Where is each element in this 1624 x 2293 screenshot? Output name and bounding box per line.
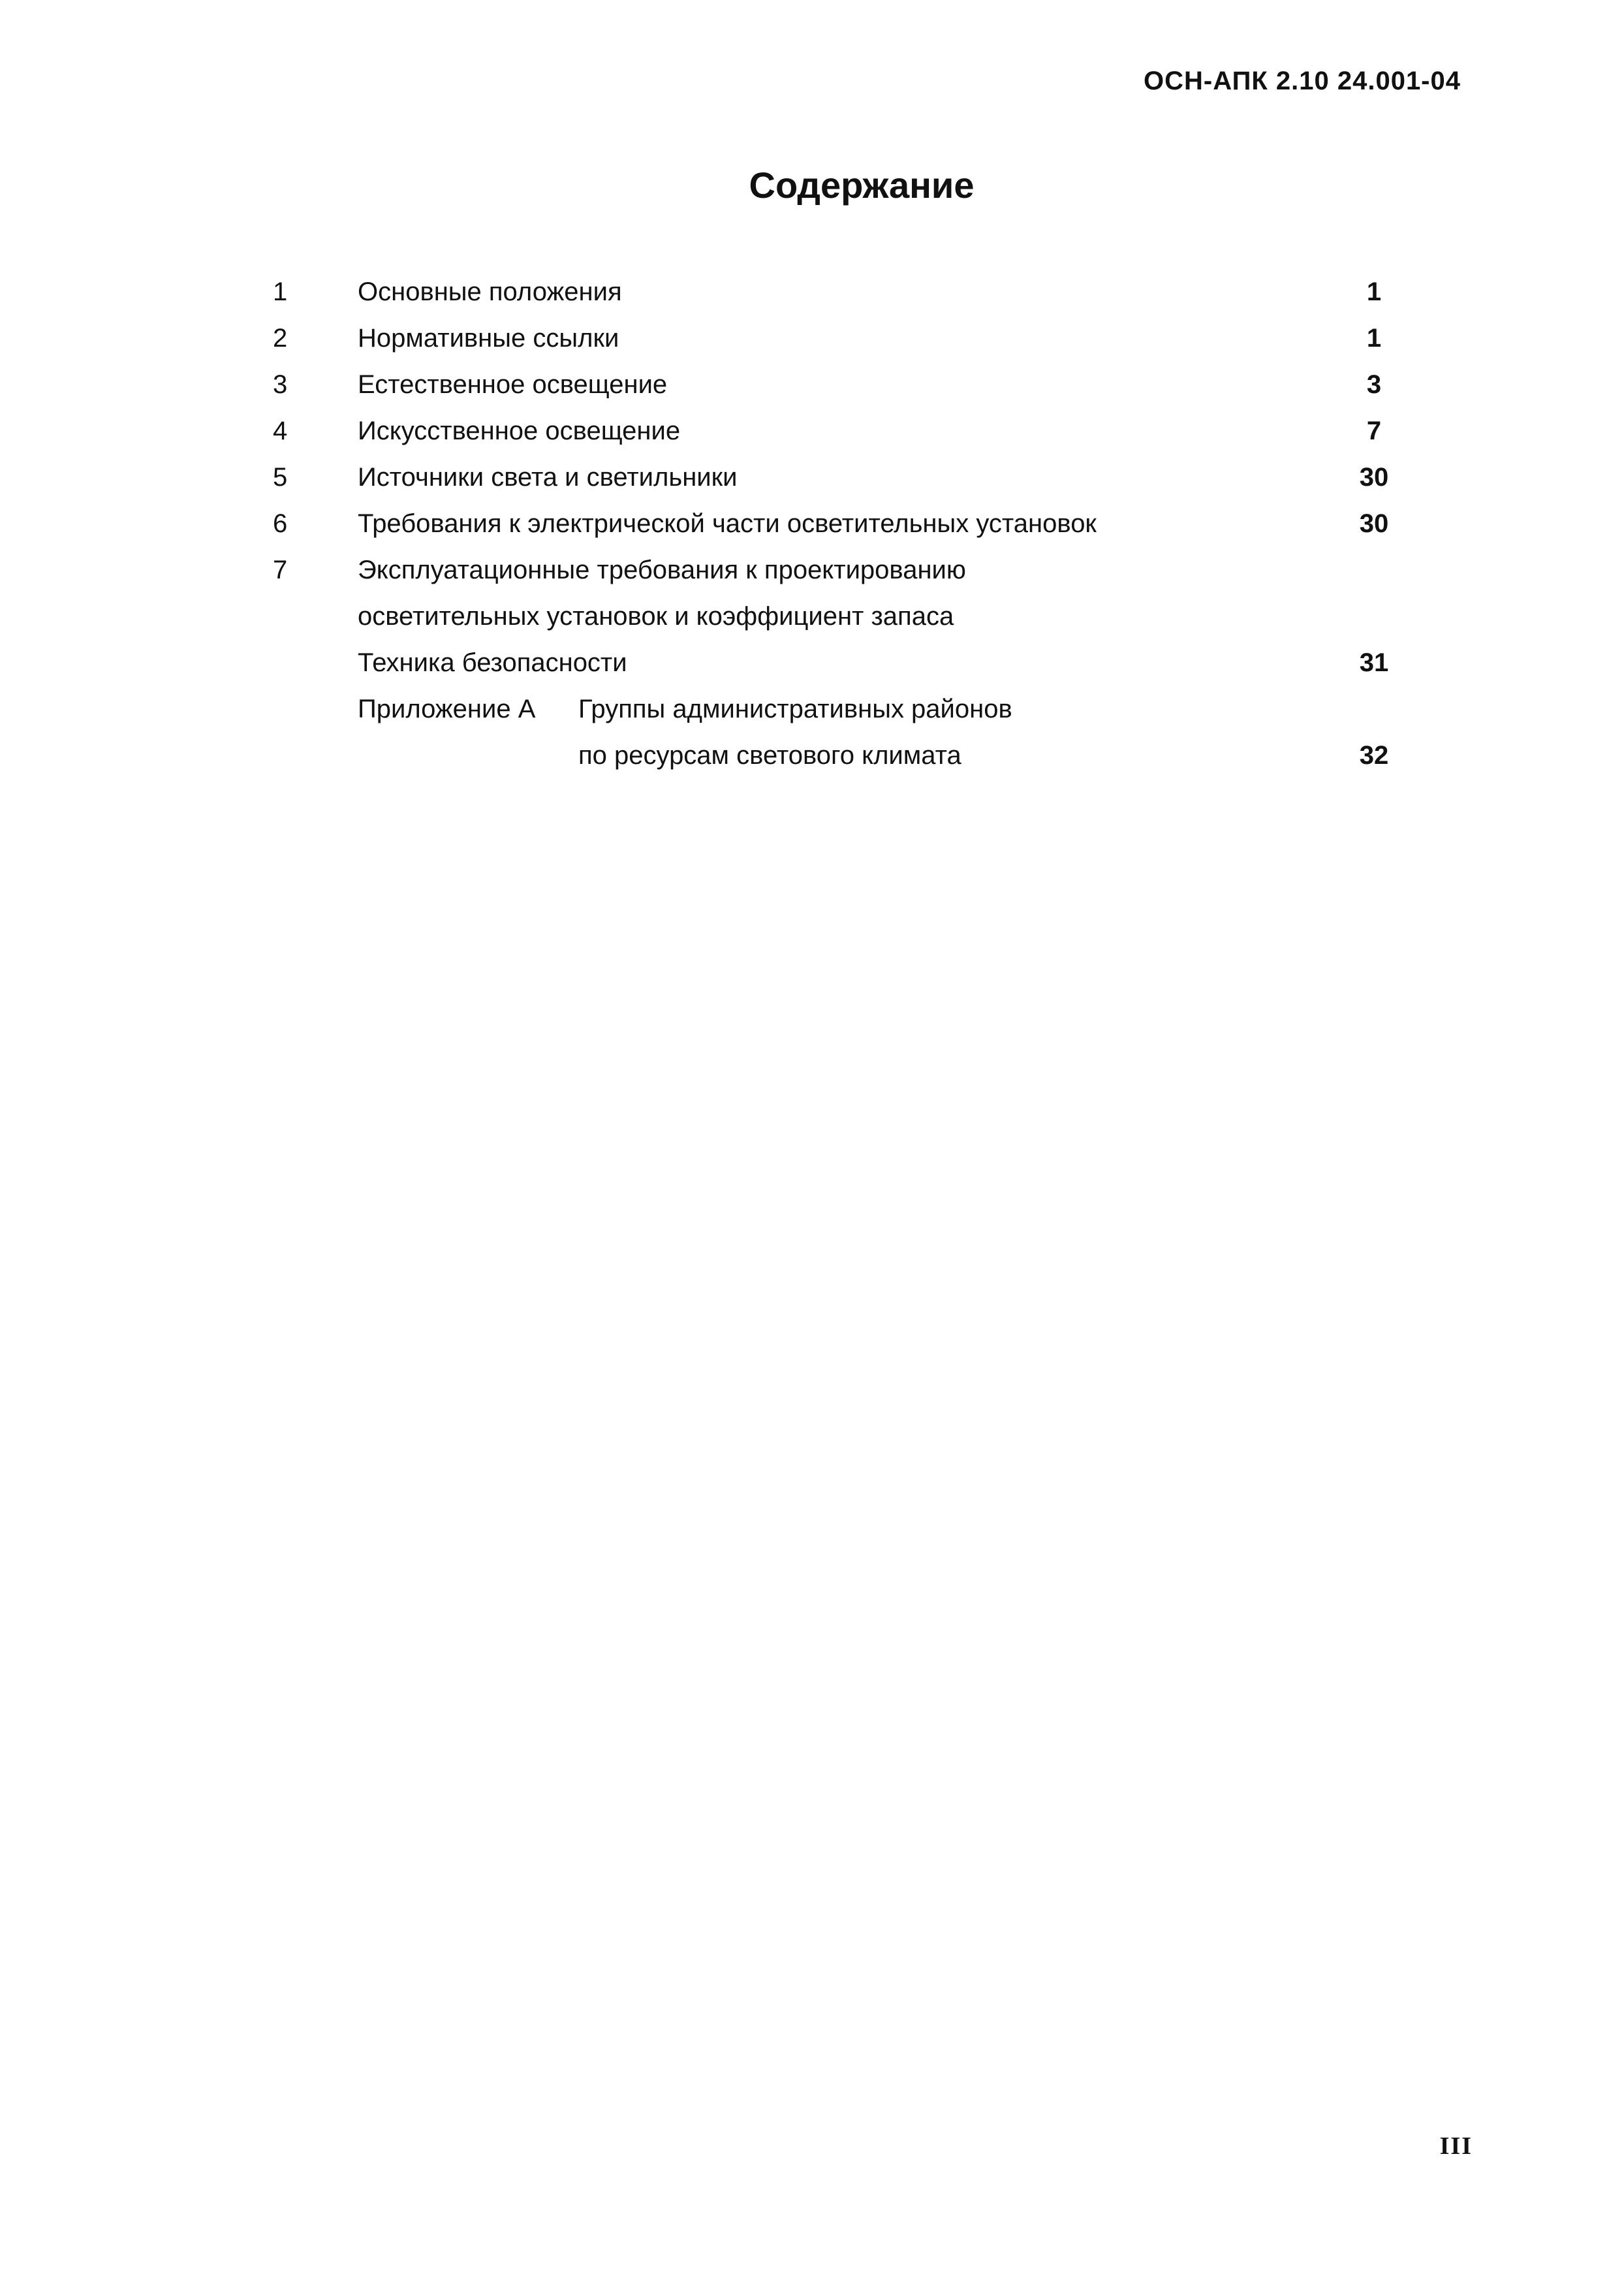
toc-entry-number: 2 xyxy=(273,324,288,353)
page-title: Содержание xyxy=(749,165,975,206)
toc-entry-number: 3 xyxy=(273,370,288,399)
toc-entry-title-continued: осветительных установок и коэффициент запаса xyxy=(358,602,954,631)
toc-entry-safety[interactable] xyxy=(0,640,1624,686)
document-code: ОСН-АПК 2.10 24.001-04 xyxy=(1144,67,1461,95)
toc-entry-number: 5 xyxy=(273,463,288,492)
toc-entry-4[interactable] xyxy=(0,408,1624,454)
toc-entry-title: Требования к электрической части осветительных установок xyxy=(358,509,1097,538)
toc-entry-3[interactable] xyxy=(0,362,1624,408)
toc-entry-title: Искусственное освещение xyxy=(358,417,681,445)
toc-entry-page: 7 xyxy=(1366,417,1382,445)
toc-entry-5[interactable] xyxy=(0,454,1624,501)
toc-entry-appendix-a-continued[interactable] xyxy=(0,733,1624,779)
toc-entry-title: Источники света и светильники xyxy=(358,463,738,492)
toc-entry-title: Техника безопасности xyxy=(358,648,627,677)
toc-entry-number: 4 xyxy=(273,417,288,445)
toc-entry-title: Основные положения xyxy=(358,277,622,306)
toc-entry-page: 30 xyxy=(1359,463,1389,492)
toc-entry-title: Эксплуатационные требования к проектированию xyxy=(358,556,966,584)
toc-entry-number: 1 xyxy=(273,277,288,306)
table-of-contents xyxy=(0,269,1624,779)
toc-entry-7-continued[interactable] xyxy=(0,593,1624,640)
toc-entry-page: 1 xyxy=(1366,324,1382,353)
toc-entry-page: 31 xyxy=(1359,648,1389,677)
toc-entry-number: 7 xyxy=(273,556,288,584)
page-number: III xyxy=(1439,2132,1473,2160)
toc-entry-6[interactable] xyxy=(0,501,1624,547)
toc-entry-2[interactable] xyxy=(0,315,1624,362)
appendix-label: Приложение А xyxy=(358,695,536,723)
toc-entry-1[interactable] xyxy=(0,269,1624,315)
toc-entry-page: 32 xyxy=(1359,741,1389,770)
toc-entry-page: 30 xyxy=(1359,509,1389,538)
toc-entry-7[interactable] xyxy=(0,547,1624,593)
toc-entry-page: 1 xyxy=(1366,277,1382,306)
toc-entry-appendix-a[interactable] xyxy=(0,686,1624,733)
appendix-title: Группы административных районов xyxy=(578,695,1012,723)
toc-entry-title: Естественное освещение xyxy=(358,370,668,399)
toc-entry-number: 6 xyxy=(273,509,288,538)
appendix-title-continued: по ресурсам светового климата xyxy=(578,741,961,770)
toc-entry-title: Нормативные ссылки xyxy=(358,324,619,353)
toc-entry-page: 3 xyxy=(1366,370,1382,399)
